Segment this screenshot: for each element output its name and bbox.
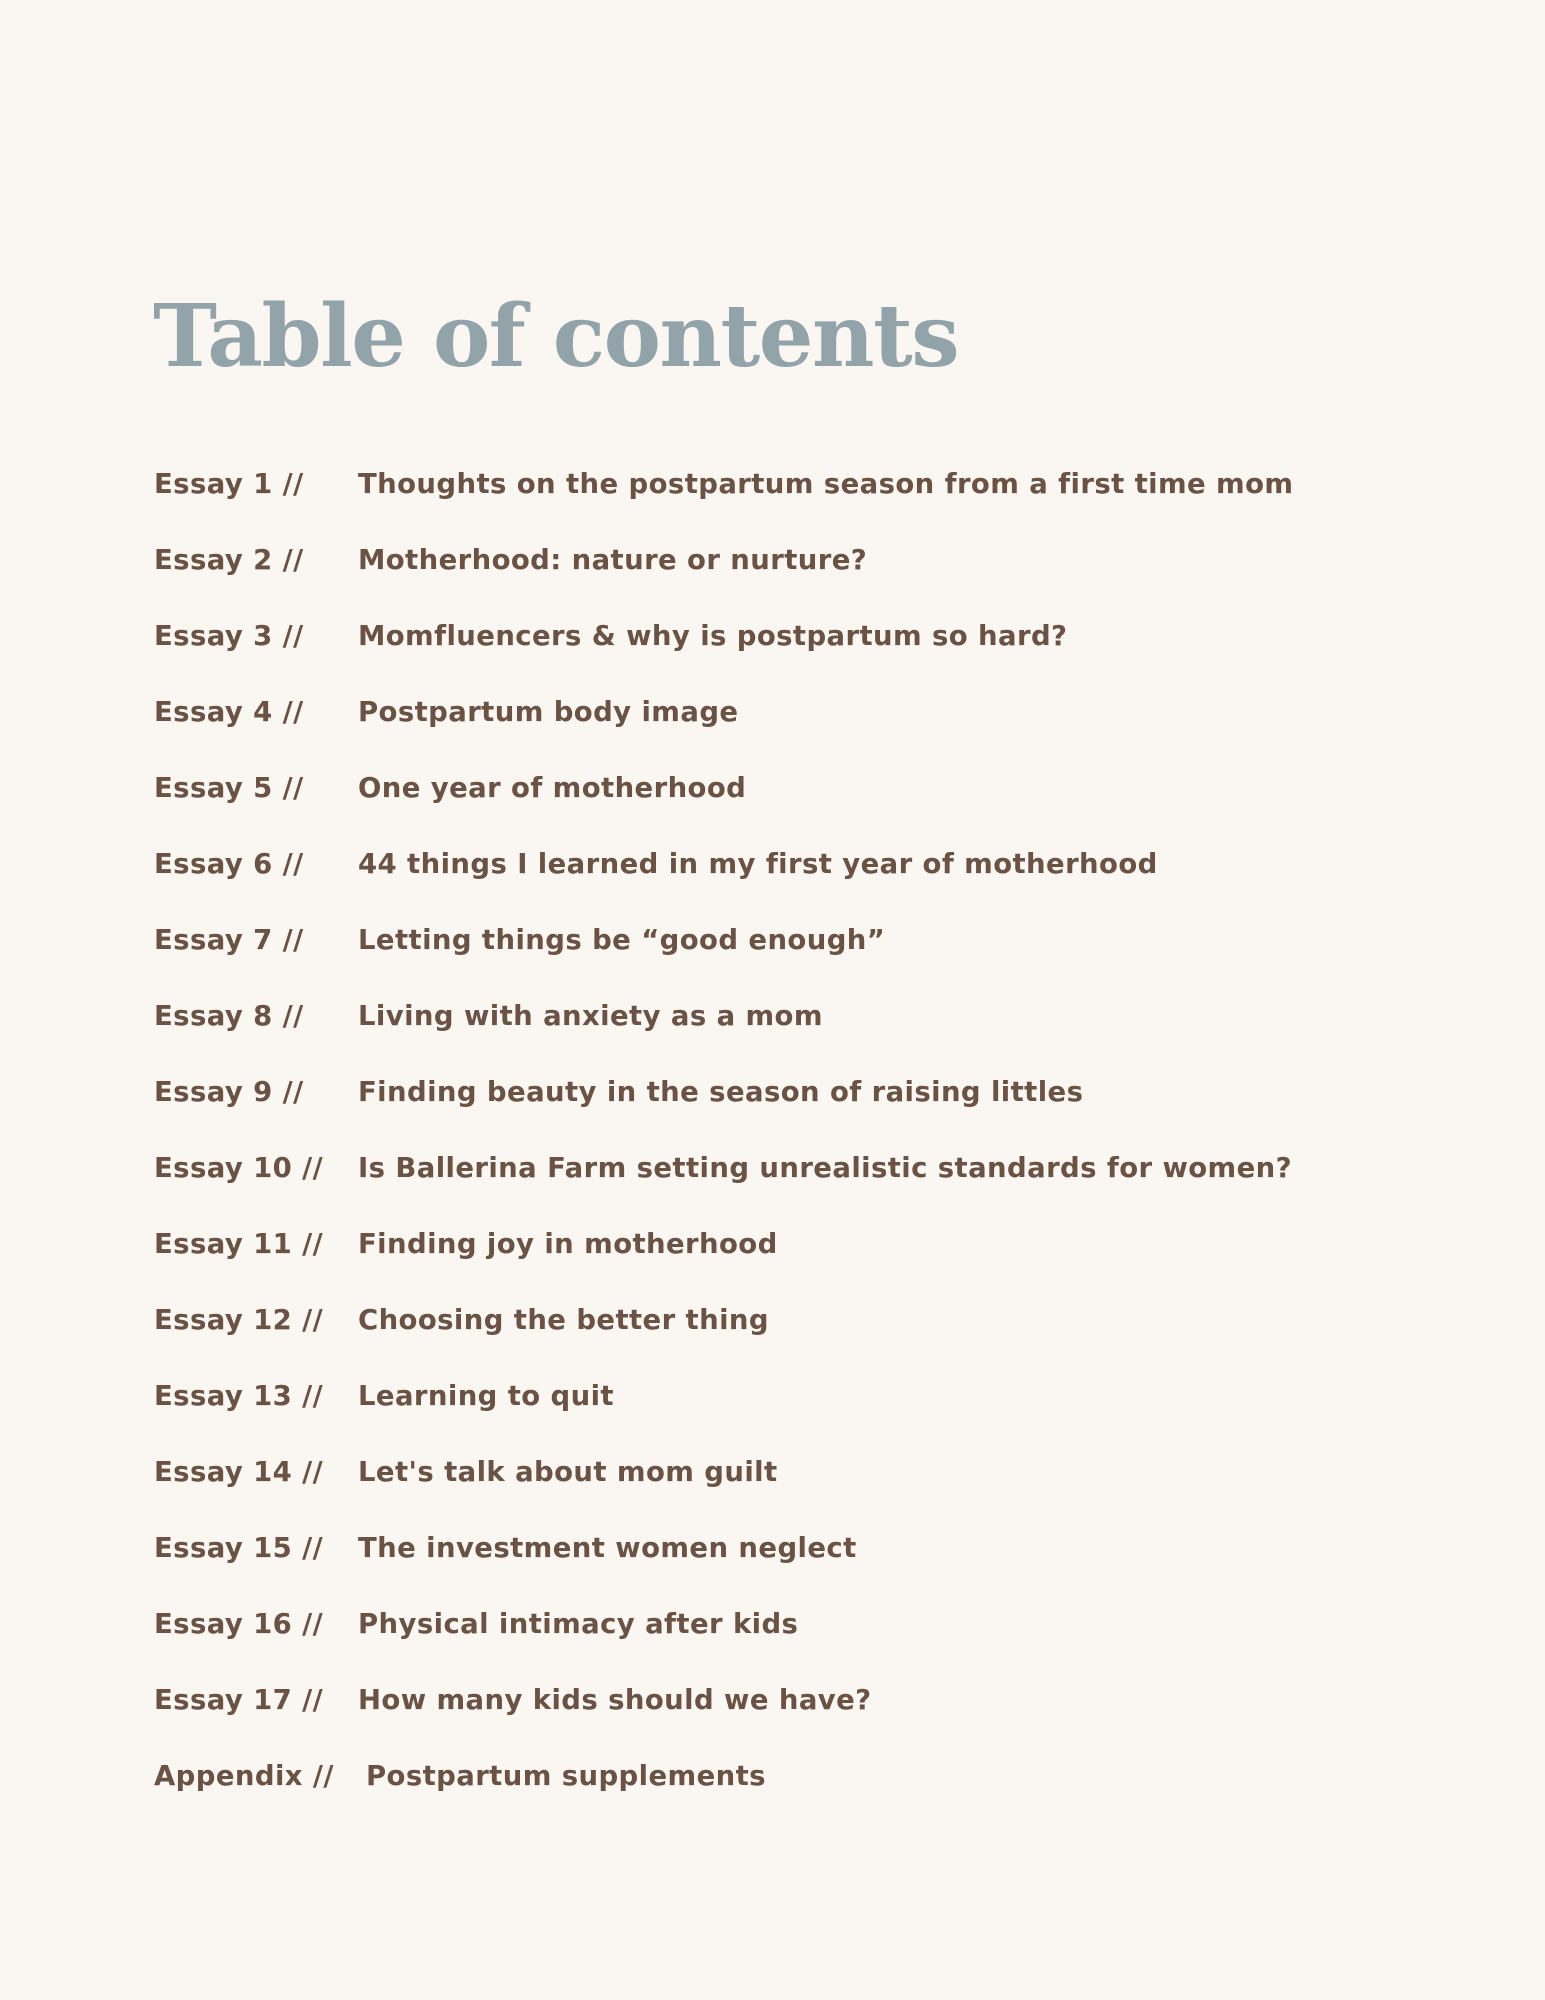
toc-entry-title: How many kids should we have? — [358, 1684, 872, 1716]
toc-entry-label: Essay 14 // — [154, 1456, 324, 1488]
toc-entry-label: Essay 12 // — [154, 1304, 324, 1336]
toc-entry-title: Is Ballerina Farm setting unrealistic standards for women? — [358, 1152, 1292, 1184]
toc-entry-title: 44 things I learned in my first year of motherhood — [358, 848, 1158, 880]
toc-entry-essay-12 — [154, 1296, 1454, 1372]
toc-entry-label: Essay 6 // — [154, 848, 304, 880]
toc-entry-label: Essay 17 // — [154, 1684, 324, 1716]
toc-entry-label: Essay 7 // — [154, 924, 304, 956]
toc-entry-label: Essay 10 // — [154, 1152, 324, 1184]
toc-entry-essay-17 — [154, 1676, 1454, 1752]
toc-entry-label: Essay 8 // — [154, 1000, 304, 1032]
toc-entry-label: Essay 13 // — [154, 1380, 324, 1412]
toc-entry-essay-6 — [154, 840, 1454, 916]
toc-entry-title: Choosing the better thing — [358, 1304, 769, 1336]
toc-entry-label: Essay 9 // — [154, 1076, 304, 1108]
toc-entry-title: Thoughts on the postpartum season from a first time mom — [358, 468, 1294, 500]
toc-entry-essay-2 — [154, 536, 1454, 612]
toc-entry-title: Motherhood: nature or nurture? — [358, 544, 868, 576]
toc-entry-essay-3 — [154, 612, 1454, 688]
toc-entry-title: Momfluencers & why is postpartum so hard? — [358, 620, 1068, 652]
toc-entry-title: Letting things be “good enough” — [358, 924, 886, 956]
toc-entry-label: Essay 1 // — [154, 468, 304, 500]
toc-entry-label: Appendix // — [154, 1760, 334, 1792]
toc-entry-title: Living with anxiety as a mom — [358, 1000, 823, 1032]
toc-entry-essay-14 — [154, 1448, 1454, 1524]
page-title: Table of contents — [153, 286, 959, 387]
toc-entry-essay-16 — [154, 1600, 1454, 1676]
toc-entry-essay-15 — [154, 1524, 1454, 1600]
toc-entry-title: Learning to quit — [358, 1380, 614, 1412]
toc-entry-label: Essay 2 // — [154, 544, 304, 576]
toc-entry-label: Essay 11 // — [154, 1228, 324, 1260]
toc-entry-label: Essay 3 // — [154, 620, 304, 652]
toc-entry-essay-9 — [154, 1068, 1454, 1144]
toc-entry-title: The investment women neglect — [358, 1532, 857, 1564]
toc-entry-essay-10 — [154, 1144, 1454, 1220]
toc-entry-title: Postpartum supplements — [366, 1760, 766, 1792]
toc-entry-title: One year of motherhood — [358, 772, 747, 804]
toc-entry-label: Essay 4 // — [154, 696, 304, 728]
toc-entry-essay-7 — [154, 916, 1454, 992]
table-of-contents-list — [154, 460, 1454, 1828]
toc-entry-label: Essay 5 // — [154, 772, 304, 804]
toc-entry-label: Essay 15 // — [154, 1532, 324, 1564]
toc-entry-title: Physical intimacy after kids — [358, 1608, 799, 1640]
toc-entry-essay-8 — [154, 992, 1454, 1068]
toc-entry-essay-4 — [154, 688, 1454, 764]
toc-entry-essay-13 — [154, 1372, 1454, 1448]
toc-entry-essay-1 — [154, 460, 1454, 536]
toc-entry-title: Finding joy in motherhood — [358, 1228, 778, 1260]
toc-entry-essay-5 — [154, 764, 1454, 840]
toc-entry-label: Essay 16 // — [154, 1608, 324, 1640]
toc-entry-appendix — [154, 1752, 1454, 1828]
toc-entry-essay-11 — [154, 1220, 1454, 1296]
toc-entry-title: Finding beauty in the season of raising littles — [358, 1076, 1084, 1108]
toc-entry-title: Let's talk about mom guilt — [358, 1456, 778, 1488]
toc-entry-title: Postpartum body image — [358, 696, 739, 728]
